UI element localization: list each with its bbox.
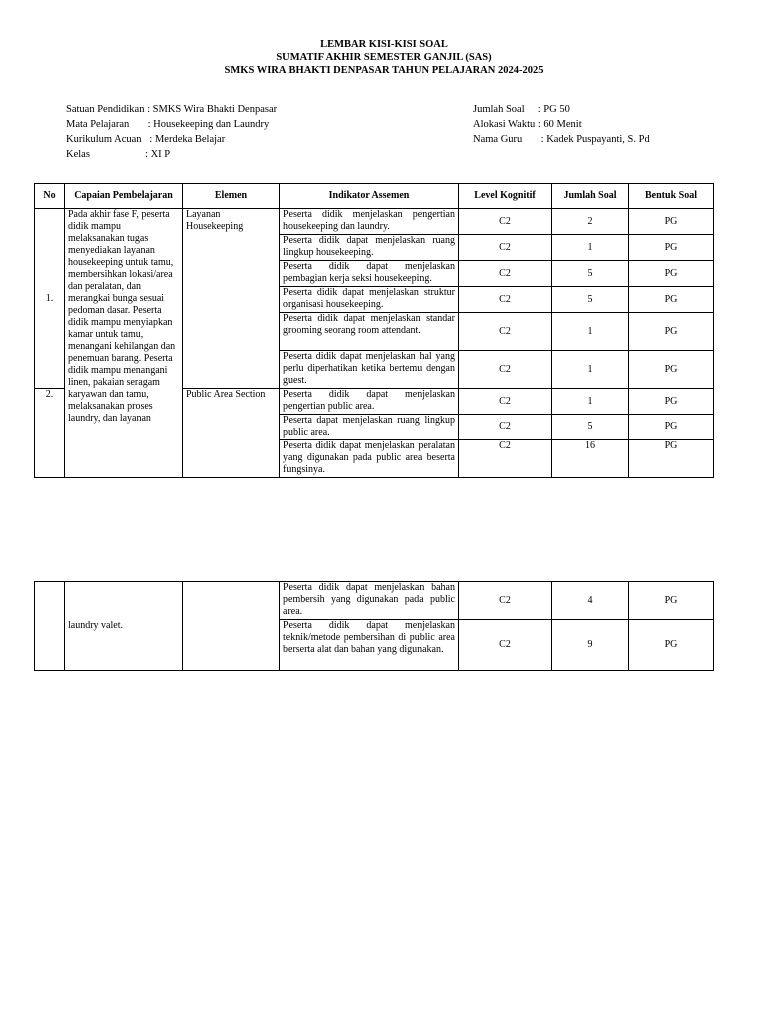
- header-bentuk: Bentuk Soal: [629, 184, 714, 209]
- info-satuan: Satuan Pendidikan : SMKS Wira Bhakti Denpasar: [66, 104, 278, 115]
- header-jumlah: Jumlah Soal: [552, 184, 629, 209]
- kisi-kisi-table: [34, 183, 714, 478]
- bentuk-cell: PG: [629, 389, 714, 415]
- header-indikator: Indikator Assemen: [280, 184, 459, 209]
- level-cell: C2: [459, 440, 552, 478]
- level-cell: C2: [459, 235, 552, 261]
- indikator-text: Peserta didik dapat menjelaskan bahan pembersih yang digunakan pada public area.: [280, 582, 459, 620]
- bentuk-cell: PG: [629, 440, 714, 478]
- info-kelas: Kelas : XI P: [66, 149, 171, 160]
- header-no: No: [35, 184, 65, 209]
- info-left: [66, 102, 277, 162]
- info-right: [473, 102, 650, 147]
- doc-title-line2: SUMATIF AKHIR SEMESTER GANJIL (SAS): [276, 52, 492, 63]
- doc-title-line1: LEMBAR KISI-KISI SOAL: [320, 39, 448, 50]
- header-capaian: Capaian Pembelajaran: [65, 184, 183, 209]
- level-cell: C2: [459, 209, 552, 235]
- level-cell: C2: [459, 415, 552, 440]
- bentuk-cell: PG: [629, 287, 714, 313]
- jumlah-cell: 5: [552, 415, 629, 440]
- indikator-text: Peserta dapat menjelaskan ruang lingkup public area.: [280, 415, 459, 440]
- info-mapel: Mata Pelajaran : Housekeeping dan Laundry: [66, 119, 270, 130]
- info-nama-guru: Nama Guru : Kadek Puspayanti, S. Pd: [473, 134, 650, 145]
- level-cell: C2: [459, 389, 552, 415]
- level-cell: C2: [459, 351, 552, 389]
- info-kurikulum: Kurikulum Acuan : Merdeka Belajar: [66, 134, 226, 145]
- table-header-row: [35, 184, 714, 209]
- jumlah-cell: 5: [552, 287, 629, 313]
- bentuk-cell: PG: [629, 209, 714, 235]
- jumlah-cell: 4: [552, 582, 629, 620]
- jumlah-cell: 1: [552, 351, 629, 389]
- bentuk-cell: PG: [629, 313, 714, 351]
- indikator-text: Peserta didik dapat menjelaskan peralatan yang digunakan pada public area beserta fungsinya.: [280, 440, 459, 478]
- indikator-text: Peserta didik dapat menjelaskan hal yang perlu diperhatikan ketika bertemu dengan guest.: [280, 351, 459, 389]
- bentuk-cell: PG: [629, 620, 714, 671]
- bentuk-cell: PG: [629, 582, 714, 620]
- level-cell: C2: [459, 313, 552, 351]
- row-number-empty: [35, 582, 65, 671]
- capaian-text-continued: laundry valet.: [65, 582, 183, 671]
- bentuk-cell: PG: [629, 235, 714, 261]
- indikator-text: Peserta didik dapat menjelaskan pengertian public area.: [280, 389, 459, 415]
- bentuk-cell: PG: [629, 351, 714, 389]
- bentuk-cell: PG: [629, 261, 714, 287]
- level-cell: C2: [459, 287, 552, 313]
- jumlah-cell: 16: [552, 440, 629, 478]
- jumlah-cell: 1: [552, 389, 629, 415]
- capaian-text: Pada akhir fase F, peserta didik mampu melaksanakan tugas menyediakan layanan housekeeping untuk tamu, membersihkan lokasi/area dan peralatan, dan merangkai bunga sesuai pedoman dasar. Peserta didik mampu menyiapkan kamar untuk tamu, menangani kehilangan dan penemuan barang. Peserta didik mampu menangani linen, pakaian seragam karyawan dan tamu, melaksanakan proses laundry, dan layanan: [65, 209, 183, 478]
- table-row: [35, 209, 714, 235]
- jumlah-cell: 5: [552, 261, 629, 287]
- row-number: 2.: [35, 389, 65, 478]
- indikator-text: Peserta didik dapat menjelaskan ruang lingkup housekeeping.: [280, 235, 459, 261]
- indikator-text: Peserta didik dapat menjelaskan struktur organisasi housekeeping.: [280, 287, 459, 313]
- doc-title-line3: SMKS WIRA BHAKTI DENPASAR TAHUN PELAJARAN 2024-2025: [224, 65, 544, 76]
- elemen-empty: [183, 582, 280, 671]
- elemen-text: Public Area Section: [183, 389, 280, 478]
- bentuk-cell: PG: [629, 415, 714, 440]
- level-cell: C2: [459, 582, 552, 620]
- jumlah-cell: 9: [552, 620, 629, 671]
- indikator-text: Peserta didik menjelaskan pengertian housekeeping dan laundry.: [280, 209, 459, 235]
- info-alokasi-waktu: Alokasi Waktu : 60 Menit: [473, 119, 582, 130]
- jumlah-cell: 2: [552, 209, 629, 235]
- jumlah-cell: 1: [552, 235, 629, 261]
- table-row: [35, 582, 714, 620]
- kisi-kisi-table-continued: [34, 581, 714, 671]
- header-elemen: Elemen: [183, 184, 280, 209]
- indikator-text: Peserta didik dapat menjelaskan teknik/metode pembersihan di public area berserta alat dan bahan yang digunakan.: [280, 620, 459, 671]
- elemen-text: Layanan Housekeeping: [183, 209, 280, 389]
- indikator-text: Peserta didik dapat menjelaskan standar grooming seorang room attendant.: [280, 313, 459, 351]
- indikator-text: Peserta didik dapat menjelaskan pembagian kerja seksi housekeeping.: [280, 261, 459, 287]
- jumlah-cell: 1: [552, 313, 629, 351]
- header-level: Level Kognitif: [459, 184, 552, 209]
- level-cell: C2: [459, 261, 552, 287]
- info-jumlah-soal: Jumlah Soal : PG 50: [473, 104, 570, 115]
- level-cell: C2: [459, 620, 552, 671]
- row-number: 1.: [35, 209, 65, 389]
